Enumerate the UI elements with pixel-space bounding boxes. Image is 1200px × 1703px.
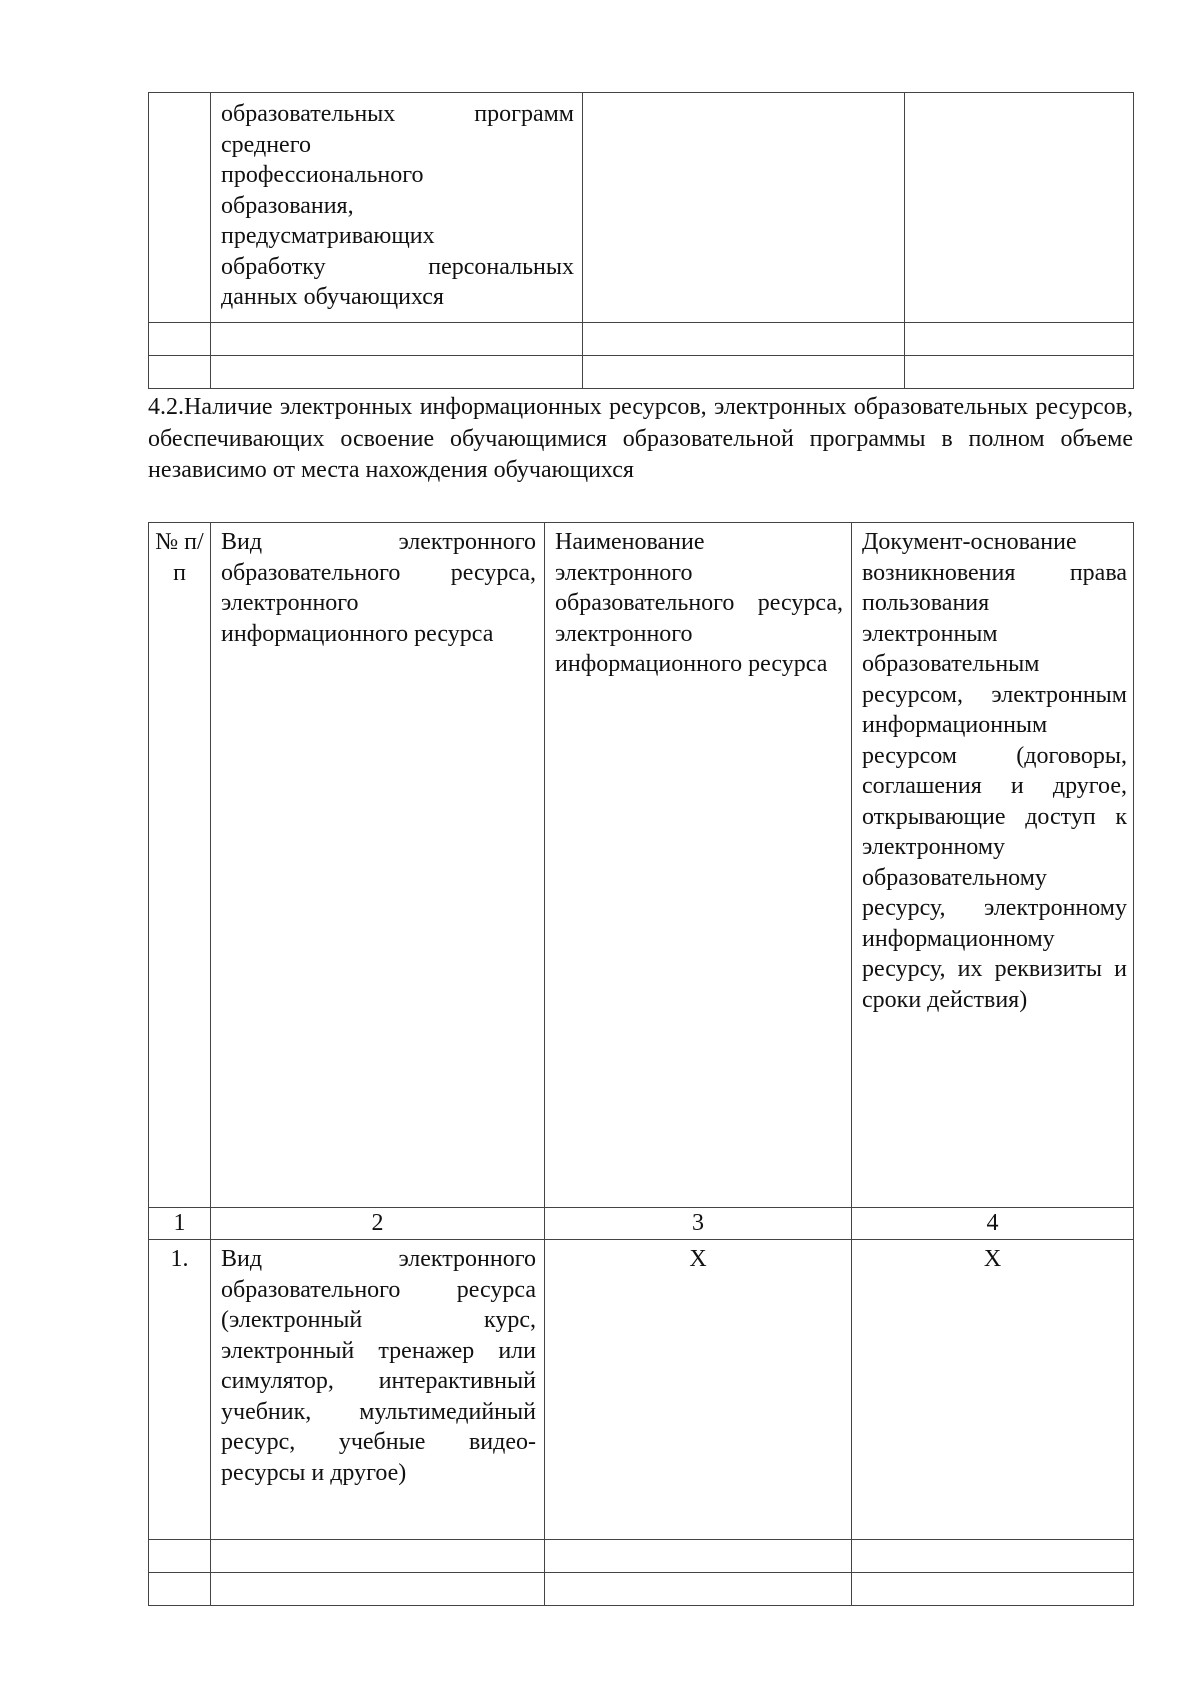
table-cell — [545, 1540, 852, 1573]
table-cell — [149, 93, 211, 323]
table-cell — [211, 1573, 545, 1606]
section-heading: 4.2.Наличие электронных информационных ресурсов, электронных образовательных ресурсов, обеспечивающих освоение обучающимися образовательной программы в полном объеме независимо от места нахождения обучающихся — [148, 394, 1133, 483]
table-row — [149, 1240, 1134, 1540]
table-cell — [211, 93, 583, 323]
resource-name-cell: X — [545, 1240, 852, 1540]
table-row — [149, 356, 1134, 389]
row-number: 1. — [149, 1240, 211, 1540]
header-resource-name: Наименование электронного образовательного ресурса, электронного информационного ресурса — [545, 523, 852, 1208]
column-number: 1 — [149, 1208, 211, 1240]
table-cell — [583, 93, 905, 323]
table-cell — [905, 323, 1134, 356]
table-row — [149, 93, 1134, 323]
table-cell — [905, 356, 1134, 389]
table-row — [149, 323, 1134, 356]
table-cell — [149, 356, 211, 389]
text-line: предусматривающих — [221, 223, 435, 249]
text-line: среднего — [221, 131, 311, 158]
resource-type-cell: Вид электронного образовательного ресурса (электронный курс, электронный тренажер или симулятор, интерактивный учебник, мультимедийный ресурс, учебные видео-ресурсы и другое) — [211, 1240, 545, 1540]
table-row — [149, 1540, 1134, 1573]
table-cell — [583, 356, 905, 389]
table-cell — [211, 323, 583, 356]
table-cell — [545, 1573, 852, 1606]
basis-document-cell: X — [852, 1240, 1134, 1540]
text-line: образовательных программ — [221, 101, 574, 127]
column-number: 4 — [852, 1208, 1134, 1240]
table-cell — [852, 1540, 1134, 1573]
resources-table — [148, 522, 1134, 1606]
continued-table — [148, 92, 1134, 389]
column-number: 2 — [211, 1208, 545, 1240]
table-numbering-row — [149, 1208, 1134, 1240]
header-resource-type: Вид электронного образовательного ресурса, электронного информационного ресурса — [211, 523, 545, 1208]
table-cell — [852, 1573, 1134, 1606]
table-cell — [583, 323, 905, 356]
header-basis-document: Документ-основание возникновения права пользования электронным образовательным ресурсом, электронным информационным ресурсом (договоры, соглашения и другое, открывающие доступ к электронному образовательному ресурсу, электронному информационному ресурсу, их реквизиты и сроки действия) — [852, 523, 1134, 1208]
table-cell — [149, 1540, 211, 1573]
table-cell — [905, 93, 1134, 323]
table-cell — [211, 1540, 545, 1573]
column-number: 3 — [545, 1208, 852, 1240]
table-cell — [149, 1573, 211, 1606]
text-line: данных обучающихся — [221, 284, 444, 310]
table-cell — [211, 356, 583, 389]
text-line: образования, — [221, 192, 354, 219]
header-number: № п/п — [149, 523, 211, 1208]
table-header-row — [149, 523, 1134, 1208]
text-line: профессионального — [221, 162, 424, 188]
text-line: обработку персональных — [221, 253, 574, 280]
table-row — [149, 1573, 1134, 1606]
continued-cell-text — [211, 93, 582, 313]
table-cell — [149, 323, 211, 356]
